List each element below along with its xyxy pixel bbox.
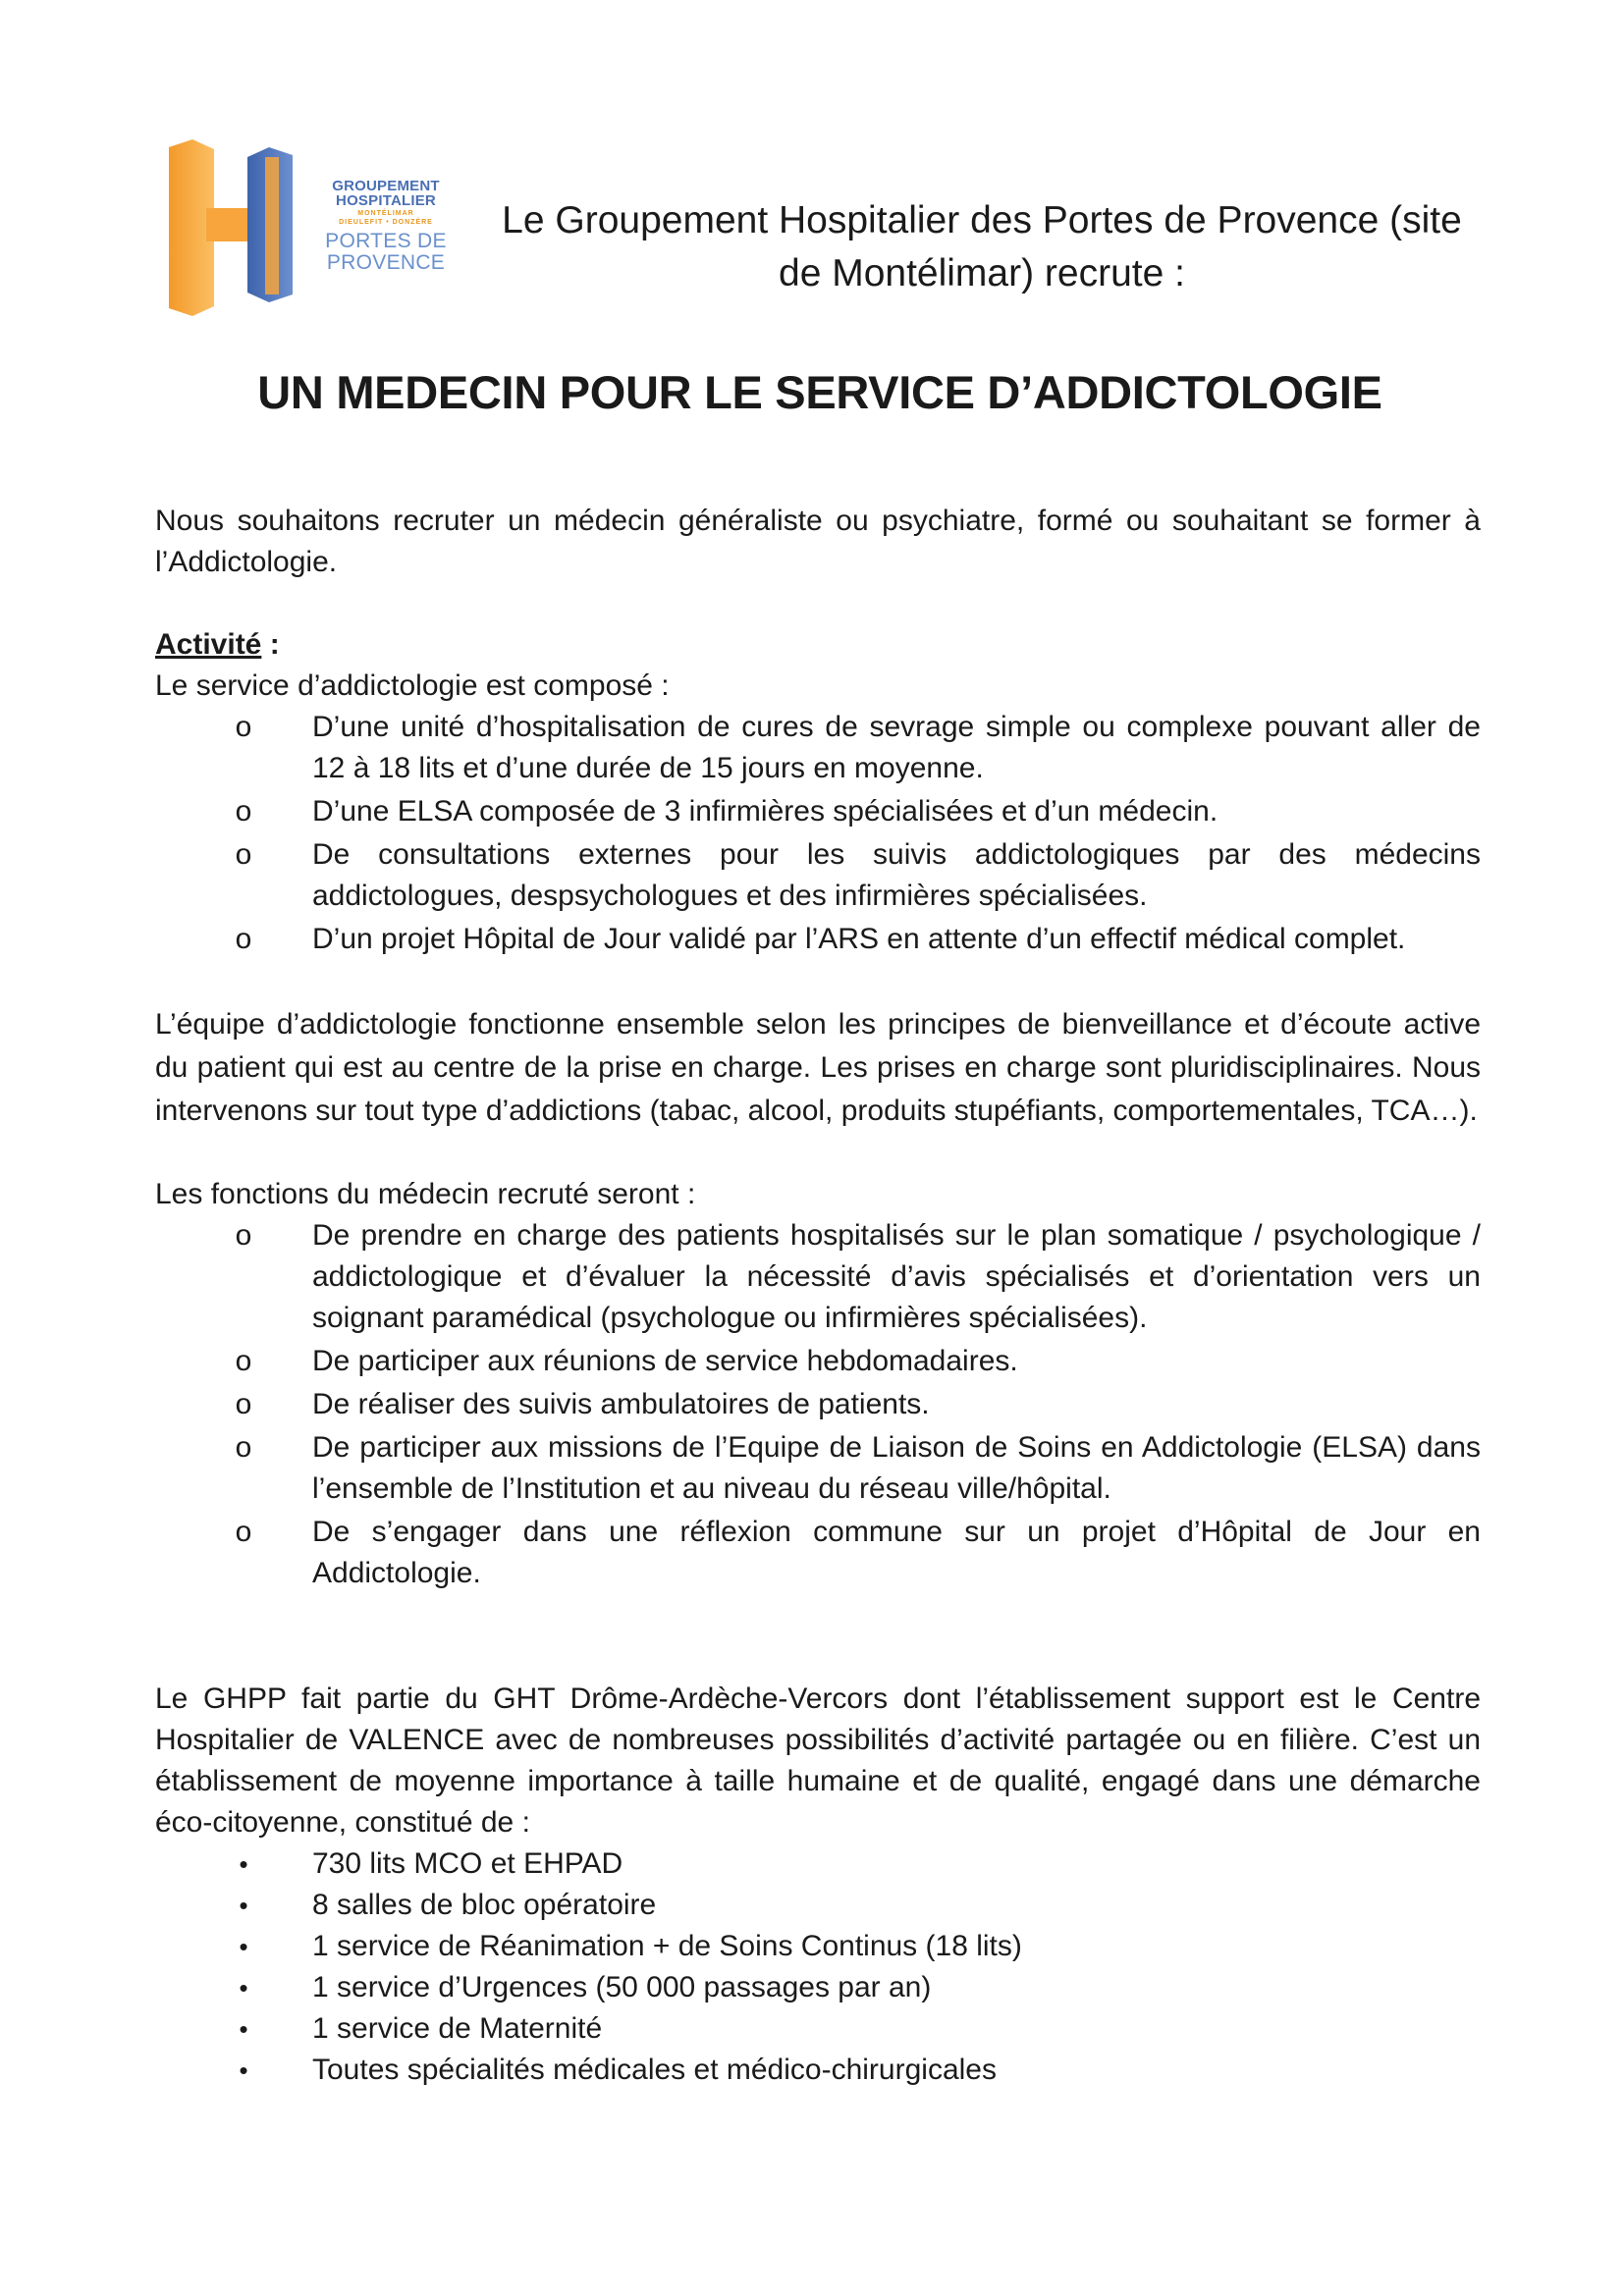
logo-line-5: PORTES DE: [325, 230, 447, 252]
list-item-text: De réaliser des suivis ambulatoires de patients.: [312, 1388, 930, 1420]
list-item: [155, 1843, 1481, 1885]
list-item: [155, 1341, 1481, 1382]
list-item-text: 1 service de Réanimation + de Soins Continus (18 lits): [312, 1930, 1022, 1962]
list-item-text: D’un projet Hôpital de Jour validé par l’ARS en attente d’un effectif médical complet.: [312, 923, 1406, 955]
ghpp-paragraph: Le GHPP fait partie du GHT Drôme-Ardèche-Vercors dont l’établissement support est le Centre Hospitalier de VALENCE avec de nombreuses possibilités d’activité partagée ou en filière. C’est un établissement de moyenne importance à taille humaine et de qualité, engagé dans une démarche éco-citoyenne, constitué de :: [155, 1682, 1481, 1839]
circle-bullet-icon: o: [235, 1219, 252, 1252]
activite-list: [155, 707, 1481, 960]
bullet-icon: •: [239, 1973, 248, 2002]
list-item: [155, 2008, 1481, 2050]
list-item-text: De prendre en charge des patients hospitalisés sur le plan somatique / psychologique / addictologique et d’évaluer la nécessité d’avis spécialisés et d’orientation vers un soignant paramédical (psychologue ou infirmières spécialisées).: [312, 1219, 1481, 1334]
list-item-text: De participer aux réunions de service hebdomadaires.: [312, 1345, 1018, 1377]
logo-line-1: GROUPEMENT: [332, 178, 440, 194]
circle-bullet-icon: o: [235, 923, 252, 955]
list-item: [155, 1967, 1481, 2008]
ghpp-h-logo-icon: [167, 139, 314, 316]
list-item-text: D’une unité d’hospitalisation de cures de sevrage simple ou complexe pouvant aller de 12 à 18 lits et d’une durée de 15 jours en moyenne.: [312, 711, 1481, 784]
list-item-text: 730 lits MCO et EHPAD: [312, 1847, 623, 1880]
list-item-text: 8 salles de bloc opératoire: [312, 1889, 657, 1921]
circle-bullet-icon: o: [235, 1345, 252, 1377]
list-item-text: De consultations externes pour les suivis addictologiques par des médecins addictologues, despsychologues et des infirmières spécialisées.: [312, 838, 1481, 912]
circle-bullet-icon: o: [235, 711, 252, 743]
list-item: [155, 1885, 1481, 1926]
list-item: [155, 1384, 1481, 1425]
circle-bullet-icon: o: [235, 838, 252, 871]
job-title: UN MEDECIN POUR LE SERVICE D’ADDICTOLOGIE: [257, 366, 1382, 418]
list-item-text: D’une ELSA composée de 3 infirmières spécialisées et d’un médecin.: [312, 795, 1218, 828]
activite-heading-suffix: :: [261, 628, 280, 661]
activite-lead: Le service d’addictologie est composé :: [155, 669, 670, 702]
bullet-icon: •: [239, 2014, 248, 2044]
fonctions-lead: Les fonctions du médecin recruté seront :: [155, 1178, 696, 1210]
document-body: [155, 501, 1481, 2091]
recruiter-line-2: de Montélimar) recrute :: [779, 252, 1185, 294]
list-item-text: 1 service de Maternité: [312, 2012, 603, 2045]
list-item-text: Toutes spécialités médicales et médico-chirurgicales: [312, 2054, 997, 2086]
bullet-icon: •: [239, 2056, 248, 2085]
list-item: [155, 834, 1481, 917]
intro-paragraph: Nous souhaitons recruter un médecin généraliste ou psychiatre, formé ou souhaitant se former à l’Addictologie.: [155, 505, 1481, 578]
circle-bullet-icon: o: [235, 1388, 252, 1420]
list-item: [155, 1215, 1481, 1339]
list-item: [155, 919, 1481, 960]
list-item: [155, 791, 1481, 832]
bullet-icon: •: [239, 1932, 248, 1961]
facilities-list: [155, 1843, 1481, 2091]
recruiter-line-1: Le Groupement Hospitalier des Portes de Provence (site: [502, 199, 1462, 241]
list-item: [155, 1512, 1481, 1594]
equipe-paragraph: L’équipe d’addictologie fonctionne ensemble selon les principes de bienveillance et d’écoute active du patient qui est au centre de la prise en charge. Les prises en charge sont pluridisciplinaires. Nous intervenons sur tout type d’addictions (tabac, alcool, produits stupéfiants, comportementales, TCA…).: [155, 1008, 1481, 1127]
recruiter-heading: [471, 194, 1492, 300]
bullet-icon: •: [239, 1849, 248, 1879]
activite-heading-label: Activité: [155, 628, 262, 661]
bullet-icon: •: [239, 1891, 248, 1920]
list-item-text: De s’engager dans une réflexion commune sur un projet d’Hôpital de Jour en Addictologie.: [312, 1516, 1481, 1589]
list-item-text: 1 service d’Urgences (50 000 passages par an): [312, 1971, 932, 2003]
list-item: [155, 1926, 1481, 1967]
list-item-text: De participer aux missions de l’Equipe de Liaison de Soins en Addictologie (ELSA) dans l’ensemble de l’Institution et au niveau du réseau ville/hôpital.: [312, 1431, 1481, 1505]
fonctions-list: [155, 1215, 1481, 1594]
logo-line-4: DIEULEFIT • DONZÈRE: [339, 219, 433, 226]
list-item: [155, 1427, 1481, 1510]
activite-heading: [155, 624, 1481, 666]
circle-bullet-icon: o: [235, 1431, 252, 1464]
circle-bullet-icon: o: [235, 1516, 252, 1548]
logo-line-3: MONTÉLIMAR: [357, 210, 414, 217]
list-item: [155, 707, 1481, 789]
logo-line-6: PROVENCE: [326, 251, 446, 274]
logo-wordmark: [322, 179, 450, 273]
logo-line-2: HOSPITALIER: [336, 192, 436, 209]
list-item: [155, 2050, 1481, 2091]
circle-bullet-icon: o: [235, 795, 252, 828]
ghpp-logo: [167, 139, 452, 316]
